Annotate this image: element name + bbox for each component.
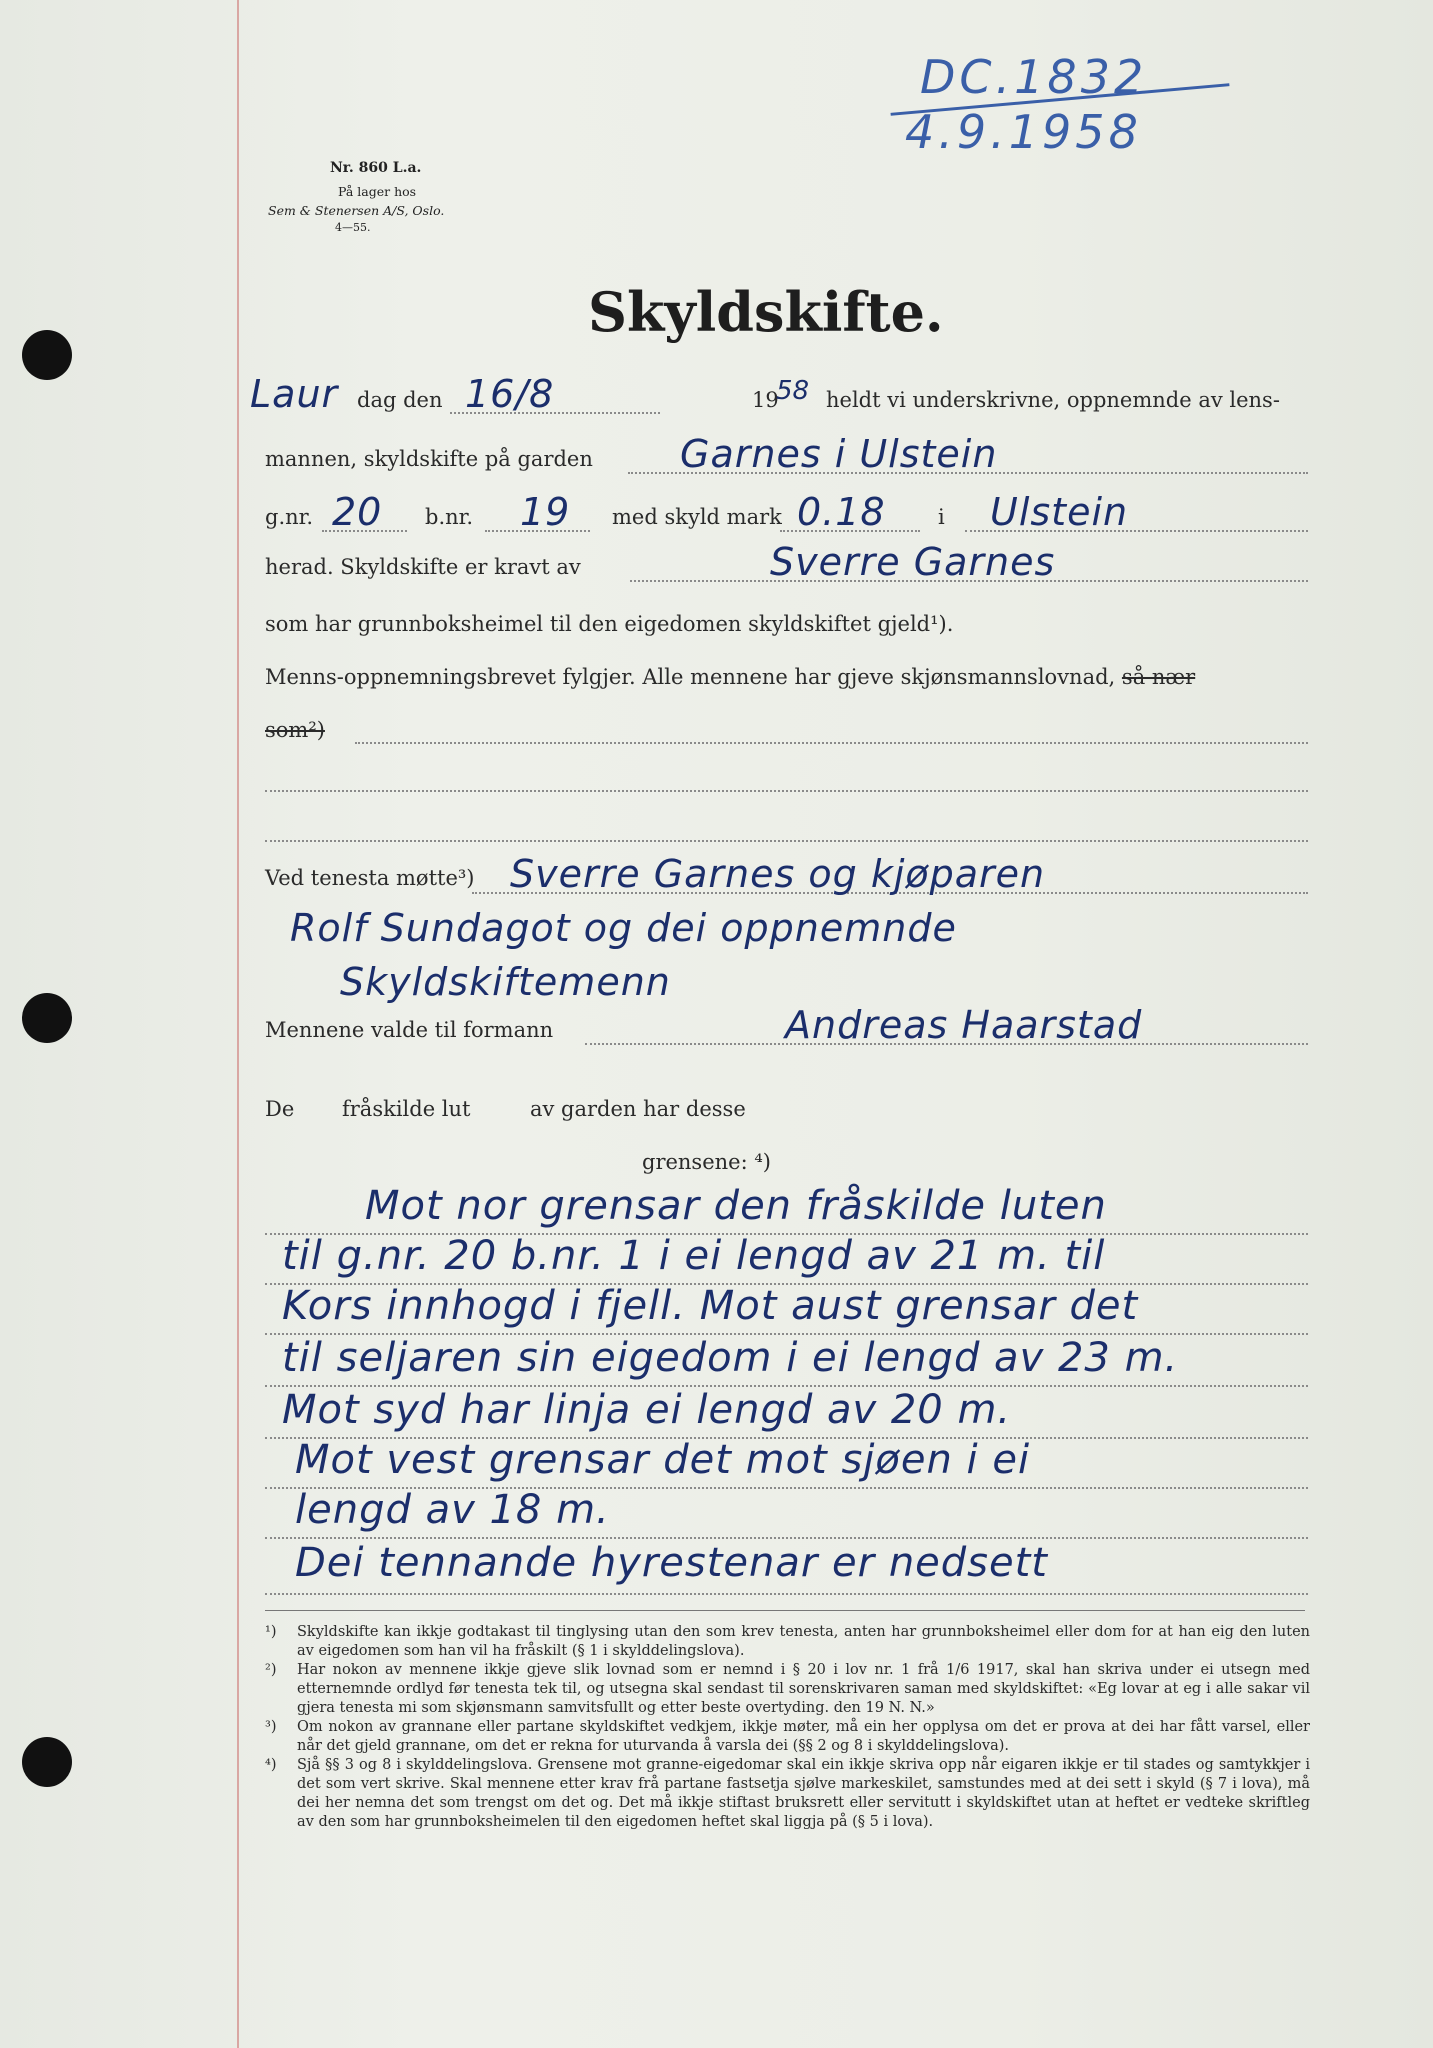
hand-farm: Garnes i Ulstein: [680, 432, 998, 476]
hand-year: 58: [776, 376, 810, 406]
hand-bnr: 19: [520, 490, 571, 534]
hand-attendees-3: Skyldskiftemenn: [340, 960, 671, 1004]
punch-hole-top: [22, 330, 72, 380]
hand-attendees-2: Rolf Sundagot og dei oppnemnde: [290, 906, 957, 950]
footnote-4: [265, 1756, 1310, 1832]
footnotes: [265, 1623, 1310, 1832]
struck-text-1: så nær: [1121, 665, 1196, 689]
form-label-dag: dag den: [357, 388, 443, 412]
hand-boundary-line-5: Mot syd har linja ei lengd av 20 m.: [282, 1387, 1012, 1433]
hand-gnr: 20: [332, 490, 383, 534]
form-label-kravt: herad. Skyldskifte er kravt av: [265, 555, 581, 579]
fill-line-1: [355, 742, 1308, 744]
hand-boundary-line-7: lengd av 18 m.: [295, 1487, 610, 1533]
hand-attendees-1: Sverre Garnes og kjøparen: [510, 852, 1046, 896]
form-label-bnr: b.nr.: [425, 505, 474, 529]
footnote-rule: [265, 1610, 1305, 1611]
form-label-oppnemning: [265, 665, 1195, 689]
hand-skyld: 0.18: [797, 490, 886, 534]
footnote-3: [265, 1718, 1310, 1756]
footnote-3-number: ³): [265, 1719, 277, 1735]
form-label-year: 19: [752, 388, 779, 412]
form-label-gnr: g.nr.: [265, 505, 314, 529]
footnote-3-text: Om nokon av grannane eller partane skyldskiftet vedkjem, ikkje møter, må ein her opplysa om det er prova at dei har fått varsel, eller når det gjeld grannane, om det er rekna for uturvanda å varsla dei (§§ 2 og 8 i skylddelingslova).: [297, 1719, 1310, 1754]
fill-line-b8: [265, 1593, 1308, 1595]
form-label-grensene: grensene: ⁴): [642, 1150, 771, 1174]
punch-hole-middle: [22, 993, 72, 1043]
stamp-line-2: 4.9.1958: [905, 105, 1142, 159]
hand-boundary-line-1: Mot nor grensar den fråskilde luten: [365, 1183, 1107, 1229]
form-supplier-line-2: Sem & Stenersen A/S, Oslo.: [268, 203, 445, 218]
footnote-1-number: ¹): [265, 1624, 277, 1640]
form-label-garden: mannen, skyldskifte på garden: [265, 447, 593, 471]
hand-boundary-line-8: Dei tennande hyrestenar er nedsett: [295, 1540, 1048, 1586]
form-label-heldt: heldt vi underskrivne, oppnemnde av lens-: [826, 388, 1280, 412]
hand-requester: Sverre Garnes: [770, 540, 1056, 584]
fill-line-b7: [265, 1537, 1308, 1539]
form-label-av-garden: av garden har desse: [530, 1097, 746, 1121]
form-label-de: De: [265, 1097, 295, 1121]
hand-boundary-line-3: Kors innhogd i fjell. Mot aust grensar det: [282, 1283, 1139, 1329]
form-label-i: i: [938, 505, 945, 529]
form-label-heimel: som har grunnboksheimel til den eigedomen skyldskiftet gjeld¹).: [265, 612, 954, 636]
footnote-2-number: ²): [265, 1662, 277, 1678]
footnote-2-text: Har nokon av mennene ikkje gjeve slik lovnad som er nemnd i § 20 i lov nr. 1 frå 1/6 1917, skal han skriva under ei utsegn med etternemnde ordlyd før tenesta tek til, og utsegna skal sendast til sorenskrivaren saman med skyldskiftet: «Eg lovar at eg i alle sakar vil gjera tenesta mi som skjønsmann samvitsfullt og etter beste overtyding. den 19 N. N.»: [297, 1662, 1310, 1716]
footnote-1: [265, 1623, 1310, 1661]
margin-line: [237, 0, 239, 2048]
footnote-4-number: ⁴): [265, 1757, 277, 1773]
form-label-formann: Mennene valde til formann: [265, 1018, 554, 1042]
form-print-date: 4—55.: [335, 221, 371, 234]
struck-text-2: som²): [265, 718, 325, 742]
hand-date: 16/8: [465, 372, 555, 416]
form-label-fraskilde: fråskilde lut: [342, 1097, 471, 1121]
hand-chairman: Andreas Haarstad: [785, 1003, 1143, 1047]
footnote-2: [265, 1661, 1310, 1718]
form-supplier-line-1: På lager hos: [338, 184, 417, 199]
form-label-oppnemning-text: Menns-oppnemningsbrevet fylgjer. Alle mennene har gjeve skjønsmannslovnad,: [265, 665, 1116, 689]
footnote-4-text: Sjå §§ 3 og 8 i skylddelingslova. Grensene mot granne-eigedomar skal ein ikkje skriva opp når eigaren ikkje er til stades og samtykkjer i det som vert skrive. Skal mennene etter krav frå partane fastsetja sjølve markeskilet, samstundes med at dei sett i skyld (§ 7 i lova), må dei her nemna det som trengst om det og. Det må ikkje stiftast bruksrett eller servitutt i skyldskiftet utan at heftet er vedteke skriftleg av den som har grunnboksheimelen til den eigedomen heftet skal liggja på (§ 5 i lova).: [297, 1757, 1310, 1830]
hand-weekday: Laur: [250, 372, 339, 416]
form-label-motte: Ved tenesta møtte³): [265, 866, 475, 890]
hand-boundary-line-6: Mot vest grensar det mot sjøen i ei: [295, 1437, 1031, 1483]
hand-boundary-line-2: til g.nr. 20 b.nr. 1 i ei lengd av 21 m. til: [282, 1233, 1106, 1279]
document-title: Skyldskifte.: [588, 280, 944, 344]
form-number: Nr. 860 L.a.: [330, 160, 422, 176]
hand-herad: Ulstein: [990, 490, 1129, 534]
fill-line-2: [265, 790, 1308, 792]
fill-line-3: [265, 840, 1308, 842]
form-label-skyld: med skyld mark: [612, 505, 782, 529]
stamp-line-1: DC.1832: [920, 50, 1148, 104]
punch-hole-bottom: [22, 1737, 72, 1787]
footnote-1-text: Skyldskifte kan ikkje godtakast til tinglysing utan den som krev tenesta, anten har grunnboksheimel eller dom for at han eig den luten av eigedomen som han vil ha fråskilt (§ 1 i skylddelingslova).: [297, 1624, 1310, 1659]
hand-boundary-line-4: til seljaren sin eigedom i ei lengd av 23 m.: [282, 1335, 1179, 1381]
